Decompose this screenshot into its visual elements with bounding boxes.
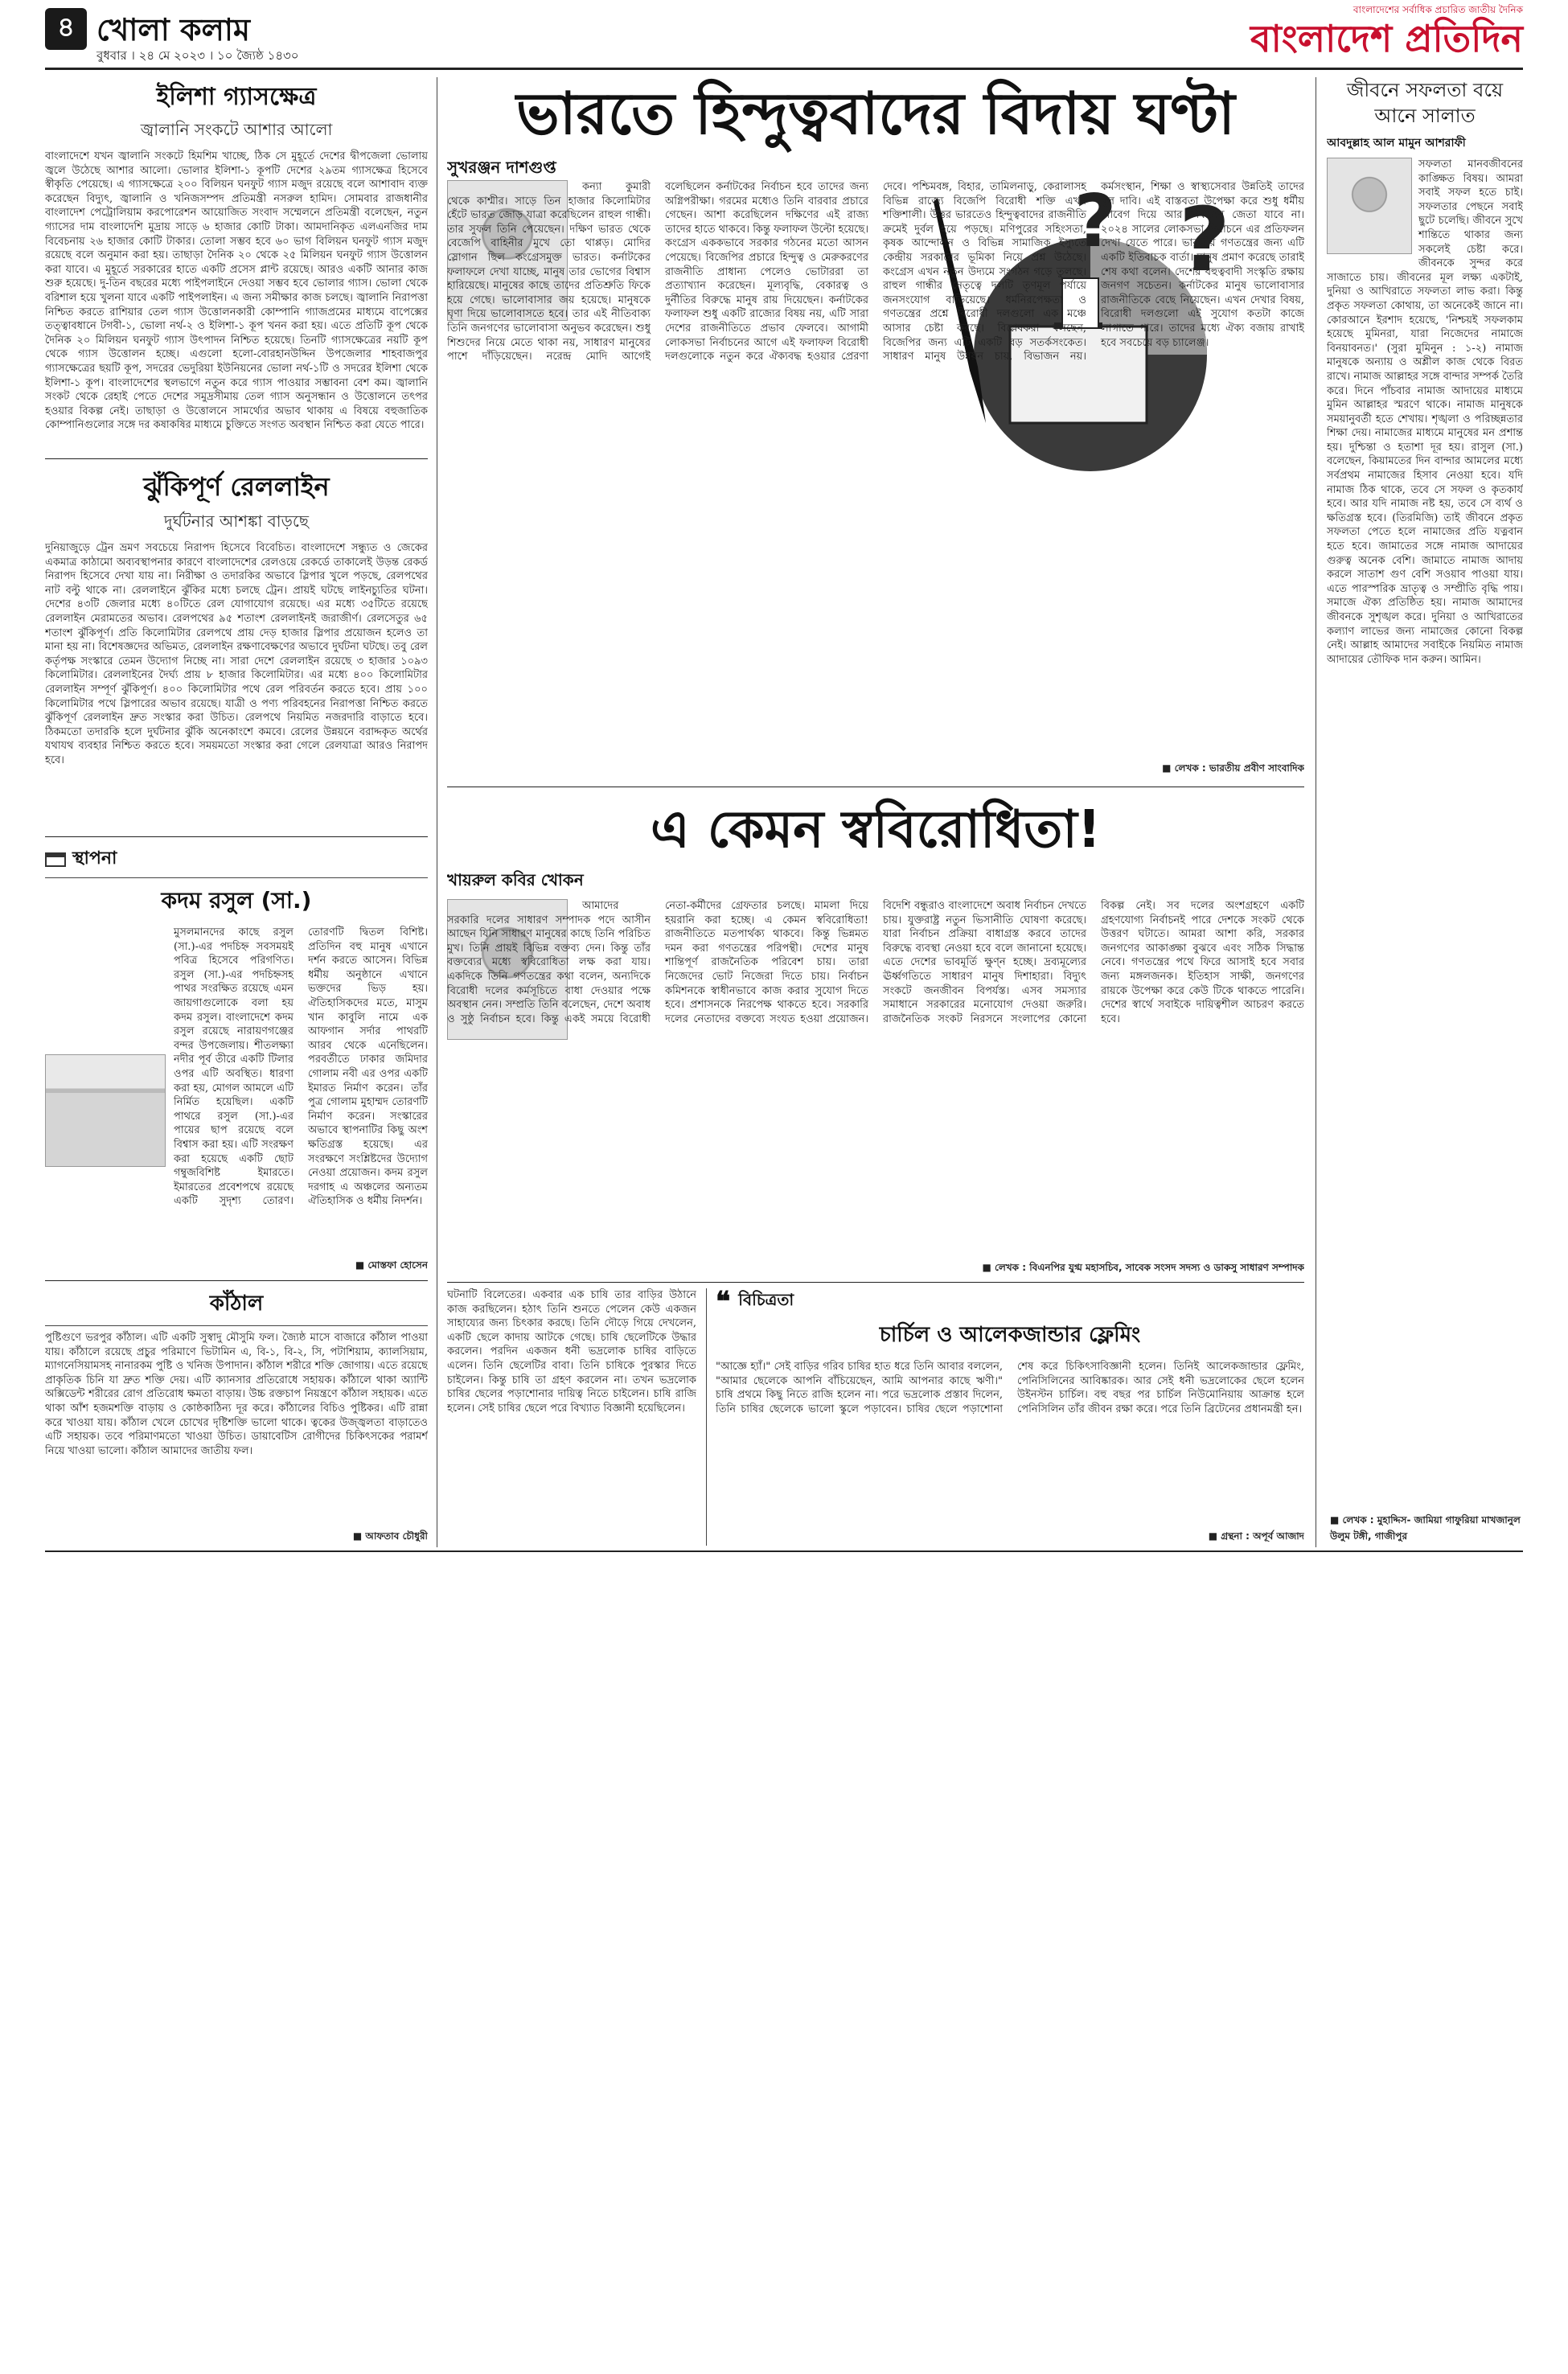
bichitrota-title: চার্চিল ও আলেকজান্ডার ফ্লেমিং — [879, 1323, 1141, 1347]
building-icon — [45, 852, 66, 867]
masthead-tagline: বাংলাদেশের সর্বাধিক প্রচারিত জাতীয় দৈনিক — [1353, 4, 1523, 15]
kadam-rasul-photo — [45, 1054, 166, 1167]
bichitrota-credit: ■ গ্রন্থনা : অপূর্ব আজাদ — [1204, 1530, 1304, 1546]
column-rule — [706, 1288, 707, 1546]
section-title: খোলা কলাম — [96, 12, 250, 47]
footer-divider — [45, 1550, 1523, 1552]
religious-author: আবদুল্লাহ আল মামুন আশরাফী — [1327, 137, 1466, 150]
editorial-gas-title: ইলিশা গ্যাসক্ষেত্র — [156, 83, 317, 111]
section-label-sthapona — [45, 844, 428, 878]
bichitrota-label-row — [716, 1288, 1304, 1318]
quote-icon: ❝ — [716, 1288, 731, 1318]
author-photo — [1327, 158, 1412, 254]
page-header — [0, 0, 1568, 66]
editorial-railway-body: দুনিয়াজুড়ে ট্রেন ভ্রমণ সবচেয়ে নিরাপদ হিসেবে বিবেচিত। বাংলাদেশে সন্ধ্যুত ও জেকের একমাত্র কাঠামো অব্যবস্থাপনার কারণে বাংলাদেশের রেলওয়ে রেকর্ডে তাকালেই উড়ন্ত রেকর্ড নিরাপদ হিসেবে দেখা যায় না। নিরীক্ষা ও তদারকির অভাবে স্লিপার খুলে পড়ছে, রেলপথের নাট বল্টু থাকে না। রেললাইনে ঝুঁকির মধ্যে চলছে ট্রেন। প্রায়ই ঘটছে লাইনচ্যুতির ঘটনা। দেশের ৪৩টি জেলার মধ্যে ৪০টিতে রেল যোগাযোগ রয়েছে। এর মধ্যে ৩৫টিতে রয়েছে রেললাইন মেরামতের অভাব। রেলপথের ৯৫ শতাংশ রেললাইনই জরাজীর্ণ। রেলসেতুর ৬৫ শতাংশ ঝুঁকিপূর্ণ। প্রতি কিলোমিটার রেলপথে প্রায় দেড় হাজার স্লিপার প্রয়োজন হলেও তা মানা হয় না। বিশেষজ্ঞদের অভিমত, রেললাইন রক্ষণাবেক্ষণের অভাবে দুর্ঘটনা ঘটছে। তবু রেল কর্তৃপক্ষ সংস্কারে তেমন উদ্যোগ নিচ্ছে না। সারা দেশে রেললাইন রয়েছে ৩ হাজার ১০৯৩ কিলোমিটার। রেললাইনের দৈর্ঘ্য প্রায় ৮ হাজার কিলোমিটার। এর মধ্যে ৪০০ কিলোমিটার রেললাইন সম্পূর্ণ ঝুঁকিপূর্ণ। ৪০০ কিলোমিটার পথে রেল পরিবর্তন করতে হবে। প্রায় ১০০ কিলোমিটার পথে স্লিপারের অভাব রয়েছে। যাত্রী ও পণ্য পরিবহনের নিরাপত্তা নিশ্চিত করতে ঝুঁকিপূর্ণ রেললাইন দ্রুত সংস্কার করা উচিত। রেলপথে নিয়মিত নজরদারি বাড়াতে হবে। ঠিকমতো তদারকি হলে দুর্ঘটনার ঝুঁকি অনেকাংশে কমবে। রেলের উন্নয়নে বরাদ্দকৃত অর্থের যথাযথ ব্যবহার নিশ্চিত করতে হবে। সময়মতো সংস্কার করা গেলে রেলযাত্রা আরও নিরাপদ হবে। — [45, 542, 428, 766]
bichitrota-feature — [716, 1288, 1304, 1546]
bichitrota-body: "আজ্ঞে হ্যাঁ।" সেই বাড়ির গরিব চাষির হাত ধরে তিনি আবার বললেন, "আমার ছেলেকে আপনি বাঁচিয়েছেন, আমি আপনার কাছে ঋণী।" চাষি প্রথমে কিছু নিতে রাজি হলেন না। পরে ভদ্রলোক প্রস্তাব দিলেন, তিনি চাষির ছেলেকে ভালো স্কুলে পড়াবেন। চাষির ছেলে পড়াশোনা শেষ করে চিকিৎসাবিজ্ঞানী হলেন। তিনিই আলেকজান্ডার ফ্লেমিং, পেনিসিলিনের আবিষ্কারক। আর সেই ধনী ভদ্রলোকের ছেলে হলেন উইনস্টন চার্চিল। বহু বছর পর চার্চিল নিউমোনিয়ায় আক্রান্ত হলে পেনিসিলিন তাঁর জীবন রক্ষা করে। পরে তিনি ব্রিটেনের প্রধানমন্ত্রী হন। — [716, 1361, 1304, 1415]
second-article-title: এ কেমন স্ববিরোধিতা! — [650, 800, 1102, 860]
feature-jackfruit — [45, 1287, 428, 1546]
lead-article — [447, 77, 1304, 781]
second-article-body: আমাদের সরকারি দলের সাধারণ সম্পাদক পদে আসীন আছেন যিনি সাধারণ মানুষের কাছে তিনি পরিচিত মুখ। তিনি প্রায়ই বিভিন্ন বক্তব্য দেন। কিন্তু তাঁর বক্তব্যের মধ্যে স্ববিরোধিতা লক্ষ করা যায়। একদিকে তিনি গণতন্ত্রের কথা বলেন, অন্যদিকে বিরোধী দলের কর্মসূচিতে বাধা দেওয়ার পক্ষে অবস্থান নেন। সম্প্রতি তিনি বলেছেন, দেশে অবাধ ও সুষ্ঠু নির্বাচন হবে। কিন্তু একই সময়ে বিরোধী নেতা-কর্মীদের গ্রেফতার চলছে। মামলা দিয়ে হয়রানি করা হচ্ছে। এ কেমন স্ববিরোধিতা! রাজনীতিতে মতপার্থক্য থাকবে। কিন্তু ভিন্নমত দমন করা গণতন্ত্রের পরিপন্থী। দেশের মানুষ শান্তিপূর্ণ রাজনৈতিক পরিবেশ চায়। তারা নিজেদের ভোট নিজেরা দিতে চায়। নির্বাচন কমিশনকে স্বাধীনভাবে কাজ করার সুযোগ দিতে হবে। প্রশাসনকে নিরপেক্ষ থাকতে হবে। সরকারি দলের নেতাদের বক্তব্যে সংযত হওয়া প্রয়োজন। বিদেশি বন্ধুরাও বাংলাদেশে অবাধ নির্বাচন দেখতে চায়। যুক্তরাষ্ট্র নতুন ভিসানীতি ঘোষণা করেছে। যারা নির্বাচন প্রক্রিয়া বাধাগ্রস্ত করবে তাদের বিরুদ্ধে ব্যবস্থা নেওয়া হবে বলে জানানো হয়েছে। এতে দেশের ভাবমূর্তি ক্ষুণ্ন হচ্ছে। দ্রব্যমূল্যের ঊর্ধ্বগতিতে সাধারণ মানুষ দিশাহারা। বিদ্যুৎ সংকটে জনজীবন বিপর্যস্ত। এসব সমস্যার সমাধানে সরকারের মনোযোগ দেওয়া জরুরি। রাজনৈতিক সংকট নিরসনে সংলাপের কোনো বিকল্প নেই। সব দলের অংশগ্রহণে একটি গ্রহণযোগ্য নির্বাচনই পারে দেশকে সংকট থেকে উত্তরণ ঘটাতে। আমরা আশা করি, সরকার জনগণের আকাঙ্ক্ষা বুঝবে এবং সঠিক সিদ্ধান্ত নেবে। গণতন্ত্রের পথে ফিরে আসাই হবে সবার জন্য মঙ্গলজনক। ইতিহাস সাক্ষী, জনগণের রায়কে উপেক্ষা করে কেউ টিকে থাকতে পারেনি। দেশের স্বার্থে সবাইকে দায়িত্বশীল আচরণ করতে হবে। — [447, 900, 1304, 1025]
kadam-rasul-title: কদম রসুল (সা.) — [161, 887, 312, 914]
page-number-badge — [45, 8, 87, 50]
editorial-gas-field — [45, 77, 428, 455]
second-article-credit: ■ লেখক : বিএনপির যুগ্ম মহাসচিব, সাবেক সংসদ সদস্য ও ডাকসু সাধারণ সম্পাদক — [977, 1261, 1304, 1277]
jackfruit-body: পুষ্টিগুণে ভরপুর কাঁঠাল। এটি একটি সুস্বাদু মৌসুমি ফল। জ্যৈষ্ঠ মাসে বাজারে কাঁঠাল পাওয়া যায়। কাঁঠালে রয়েছে প্রচুর পরিমাণে ভিটামিন এ, বি-১, বি-২, সি, পটাশিয়াম, ক্যালসিয়াম, ম্যাগনেসিয়ামসহ নানারকম পুষ্টি ও খনিজ উপাদান। কাঁঠাল শরীরে শক্তি জোগায়। এতে রয়েছে প্রাকৃতিক চিনি যা দ্রুত শক্তি দেয়। এটি ক্যানসার প্রতিরোধে সহায়ক। কাঁঠালে থাকা অ্যান্টি অক্সিডেন্ট শরীরের রোগ প্রতিরোধ ক্ষমতা বাড়ায়। উচ্চ রক্তচাপ নিয়ন্ত্রণে কাঁঠাল সহায়ক। এতে থাকা আঁশ হজমশক্তি বাড়ায় ও কোষ্ঠকাঠিন্য দূর করে। কাঁঠালের বিচিও পুষ্টিকর। এটি রান্না করে খাওয়া যায়। কাঁঠাল খেলে চোখের দৃষ্টিশক্তি ভালো থাকে। ত্বকের উজ্জ্বলতা বাড়াতেও এটি সহায়ক। তবে পরিমাণমতো খাওয়া উচিত। ডায়াবেটিস রোগীদের চিকিৎসকের পরামর্শ নিয়ে খাওয়া ভালো। কাঁঠাল আমাদের জাতীয় ফল। — [45, 1332, 428, 1457]
second-article — [447, 796, 1304, 1277]
story-continued-body: ঘটনাটি বিলেতের। একবার এক চাষি তার বাড়ির উঠানে কাজ করছিলেন। হঠাৎ তিনি শুনতে পেলেন কেউ একজন সাহায্যের জন্য চিৎকার করছে। তিনি দৌড়ে গিয়ে দেখলেন, একটি ছেলে কাদায় আটকে গেছে। চাষি ছেলেটিকে উদ্ধার করলেন। পরদিন একজন ধনী ভদ্রলোক চাষির বাড়িতে এলেন। তিনি ছেলেটির বাবা। তিনি চাষিকে পুরস্কার দিতে চাইলেন। কিন্তু চাষি তা গ্রহণ করলেন না। তখন ভদ্রলোক চাষির ছেলের পড়াশোনার দায়িত্ব নিতে চাইলেন। চাষি রাজি হলেন। সেই চাষির ছেলে পরে বিখ্যাত বিজ্ঞানী হয়েছিলেন। — [447, 1289, 696, 1415]
divider — [45, 458, 428, 459]
section-label: স্থাপনা — [72, 848, 117, 869]
kadam-rasul-credit: ■ মোস্তফা হোসেন — [355, 1259, 428, 1271]
divider — [45, 836, 428, 837]
story-continued — [447, 1288, 696, 1546]
divider — [447, 1282, 1304, 1283]
religious-column — [1327, 77, 1523, 1546]
second-article-author: খায়রুল কবির খোকন — [447, 870, 584, 889]
lead-article-author: সুখরঞ্জন দাশগুপ্ত — [447, 158, 556, 177]
lead-article-credit: ■ লেখক : ভারতীয় প্রবীণ সাংবাদিক — [1157, 762, 1304, 778]
lead-article-body: কন্যা কুমারী থেকে কাশ্মীর। সাড়ে তিন হাজার কিলোমিটার হেঁটে ভারত জোড় যাত্রা করেছিলেন রাহুল গান্ধী। তার সুফল তিনি পেয়েছেন। দক্ষিণ ভারত থেকে বেজেপি বাহিনীর মুখে তো থাপ্পড়। মোদির স্লোগান ছিল কংগ্রেসমুক্ত ভারত। কর্নাটকের ফলাফলে দেখা যাচ্ছে, মানুষ তার ভোগের বিশ্বাস হারিয়েছে। মানুষের কাছে তাদের প্রতিশ্রুতি ফিকে হয়ে গেছে। ভালোবাসার জয় হয়েছে। মানুষকে ঘৃণা দিয়ে ভালোবাসতে হবে। তার এই নীতিবাক্য তিনি জনগণের ভালোবাসা অনুভব করেছেন। শুধু শিশুদের নিয়ে মেতে থাকা নয়, সাধারণ মানুষের পাশে দাঁড়িয়েছেন। নরেন্দ্র মোদি আগেই বলেছিলেন কর্নাটকের নির্বাচন হবে তাদের জন্য অগ্নিপরীক্ষা। গরমের মধ্যেও তিনি বারবার প্রচারে গেছেন। আশা করেছিলেন দক্ষিণের এই রাজ্য তাদের হাতে থাকবে। কিন্তু ফলাফল উল্টো হয়েছে। কংগ্রেস এককভাবে সরকার গঠনের মতো আসন পেয়েছে। বিজেপির প্রচারে হিন্দুত্ব ও মেরুকরণের রাজনীতি প্রাধান্য পেলেও ভোটাররা তা প্রত্যাখ্যান করেছেন। মূল্যবৃদ্ধি, বেকারত্ব ও দুর্নীতির বিরুদ্ধে মানুষ রায় দিয়েছেন। কর্নাটকের ফলাফল শুধু একটি রাজ্যের বিষয় নয়, এটি সারা দেশের রাজনীতিতে প্রভাব ফেলবে। আগামী লোকসভা নির্বাচনের আগে এই ফলাফল বিরোধী দলগুলোকে নতুন করে ঐক্যবদ্ধ হওয়ার প্রেরণা দেবে। পশ্চিমবঙ্গ, বিহার, তামিলনাড়ু, কেরালাসহ বিভিন্ন রাজ্যে বিজেপি বিরোধী শক্তি এখন শক্তিশালী। উত্তর ভারতেও হিন্দুত্ববাদের রাজনীতি ক্রমেই দুর্বল হয়ে পড়ছে। মণিপুরের সহিংসতা, কৃষক আন্দোলন ও বিভিন্ন সামাজিক ইস্যুতে কেন্দ্রীয় সরকারের ভূমিকা নিয়ে প্রশ্ন উঠেছে। কংগ্রেস এখন নতুন উদ্যমে সংগঠন গড়ে তুলছে। রাহুল গান্ধীর নেতৃত্বে দলটি তৃণমূল পর্যায়ে জনসংযোগ বাড়িয়েছে। ধর্মনিরপেক্ষতা ও গণতন্ত্রের প্রশ্নে বিরোধী দলগুলো এক মঞ্চে আসার চেষ্টা করছে। বিশ্লেষকরা বলছেন, বিজেপির জন্য এটি একটি বড় সতর্কসংকেত। সাধারণ মানুষ উন্নয়ন চায়, বিভাজন নয়। কর্মসংস্থান, শিক্ষা ও স্বাস্থ্যসেবার উন্নতিই তাদের মূল দাবি। এই বাস্তবতা উপেক্ষা করে শুধু ধর্মীয় আবেগ দিয়ে আর নির্বাচনে জেতা যাবে না। ২০২৪ সালের লোকসভা নির্বাচনে এর প্রতিফলন দেখা যেতে পারে। ভারতীয় গণতন্ত্রের জন্য এটি একটি ইতিবাচক বার্তা। মানুষ প্রমাণ করেছে তারাই শেষ কথা বলেন। দেশের বহুত্ববাদী সংস্কৃতি রক্ষায় জনগণ সচেতন। কর্নাটকের মানুষ ভালোবাসার রাজনীতিকে বেছে নিয়েছেন। এখন দেখার বিষয়, বিরোধী দলগুলো এই সুযোগ কতটা কাজে লাগাতে পারে। তাদের মধ্যে ঐক্য বজায় রাখাই হবে সবচেয়ে বড় চ্যালেঞ্জ। — [447, 181, 1304, 363]
editorial-gas-subtitle: জ্বালানি সংকটে আশার আলো — [140, 120, 333, 139]
bichitrota-label: বিচিত্রতা — [738, 1290, 794, 1309]
date-line: বুধবার । ২৪ মে ২০২৩ । ১০ জ্যৈষ্ঠ ১৪৩০ — [96, 48, 299, 63]
editorial-railway-subtitle: দুর্ঘটনার আশঙ্কা বাড়ছে — [163, 511, 310, 531]
svg-text:?: ? — [1179, 188, 1230, 291]
jackfruit-title: কাঁঠাল — [45, 1287, 428, 1326]
lead-article-title: ভারতে হিন্দুত্ববাদের বিদায় ঘণ্টা — [516, 80, 1235, 147]
jackfruit-credit: ■ আফতাব চৌধুরী — [348, 1530, 428, 1546]
feature-kadam-rasul — [45, 844, 428, 1275]
svg-text:?: ? — [1074, 182, 1117, 264]
editorial-railway — [45, 466, 428, 832]
divider — [45, 1280, 428, 1281]
religious-credit: ■ লেখক : মুহাদ্দিস- জামিয়া গাফুরিয়া মাখজানুল উলুম টঙ্গী, গাজীপুর — [1327, 1514, 1523, 1546]
masthead-logo: বাংলাদেশ প্রতিদিন — [1250, 17, 1523, 60]
editorial-railway-title: ঝুঁকিপূর্ণ রেললাইন — [143, 471, 330, 502]
kadam-rasul-body: মুসলমানদের কাছে রসুল (সা.)-এর পদচিহ্ন সবসময়ই পবিত্র হিসেবে পরিগণিত। রসুল (সা.)-এর পদচিহ্নসহ পাথর সংরক্ষিত রয়েছে এমন জায়গাগুলোকে বলা হয় কদম রসুল। বাংলাদেশে কদম রসুল রয়েছে নারায়ণগঞ্জের বন্দর উপজেলায়। শীতলক্ষ্যা নদীর পূর্ব তীরে একটি টিলার ওপর এটি অবস্থিত। ধারণা করা হয়, মোগল আমলে এটি নির্মিত হয়েছিল। একটি পাথরে রসুল (সা.)-এর পায়ের ছাপ রয়েছে বলে বিশ্বাস করা হয়। এটি সংরক্ষণ করা হয়েছে একটি ছোট গম্বুজবিশিষ্ট ইমারতে। ইমারতের প্রবেশপথে রয়েছে একটি সুদৃশ্য তোরণ। তোরণটি দ্বিতল বিশিষ্ট। প্রতিদিন বহু মানুষ এখানে দর্শন করতে আসেন। বিভিন্ন ধর্মীয় অনুষ্ঠানে এখানে ভক্তদের ভিড় হয়। ঐতিহাসিকদের মতে, মাসুম খান কাবুলি নামে এক আফগান সর্দার পাথরটি আরব থেকে এনেছিলেন। পরবর্তীতে ঢাকার জমিদার গোলাম নবী এর ওপর একটি ইমারত নির্মাণ করেন। তাঁর পুত্র গোলাম মুহাম্মদ তোরণটি নির্মাণ করেন। সংস্কারের অভাবে স্থাপনাটির কিছু অংশ ক্ষতিগ্রস্ত হয়েছে। এর সংরক্ষণে সংশ্লিষ্টদের উদ্যোগ নেওয়া প্রয়োজন। কদম রসুল দরগাহ এ অঞ্চলের অন্যতম ঐতিহাসিক ও ধর্মীয় নিদর্শন। — [174, 926, 428, 1208]
religious-title: জীবনে সফলতা বয়ে আনে সালাত — [1346, 79, 1504, 127]
header-divider — [45, 68, 1523, 70]
editorial-gas-body: বাংলাদেশে যখন জ্বালানি সংকটে হিমশিম খাচ্ছে, ঠিক সে মুহূর্তে দেশের দ্বীপজেলা ভোলায় জ্বলে উঠেছে আশার আলো। ভোলার ইলিশা-১ কূপটি দেশের ২৯তম গ্যাসক্ষেত্র হিসেবে স্বীকৃতি পেয়েছে। এ গ্যাসক্ষেত্রে ২০০ বিলিয়ন ঘনফুট গ্যাস মজুদ রয়েছে বলে আশাবাদ ব্যক্ত করেছেন বিদ্যুৎ, জ্বালানি ও খনিজসম্পদ প্রতিমন্ত্রী নসরুল হামিদ। সোমবার রাজধানীর বাংলাদেশ পেট্রোলিয়াম করপোরেশন আয়োজিত সংবাদ সম্মেলনে প্রতিমন্ত্রী বলেছেন, নতুন গ্যাসের দাম বাংলাদেশি মুদ্রায় সাড়ে ৬ হাজার কোটি টাকা। আমদানিকৃত এলএনজির দাম বিবেচনায় ২৬ হাজার কোটি টাকার। তোলা সম্ভব হবে ৬০ ভাগ বিলিয়ন ঘনফুট গ্যাস মজুদ রয়েছে বলে অনুমান করা হয়। তাছাড়া দৈনিক ২০ থেকে ২৫ মিলিয়ন ঘনফুট গ্যাস উত্তোলন করা যাবে। এ মুহূর্তে সরকারের হাতে একটি প্রসেস প্লান্ট রয়েছে। আরও একটি আনার কাজ শুরু হয়েছে। দু-তিন বছরের মধ্যে পাইপলাইনে দেওয়া সম্ভব হবে ভোলার গ্যাস। ভোলা থেকে বরিশাল হয়ে খুলনা যাবে একটি পাইপলাইন। এ জন্য সমীক্ষার কাজ চলছে। জ্বালানি নিরাপত্তা নিশ্চিত করতে রাশিয়ার তেল গ্যাস উত্তোলনকারী কোম্পানি গ্যাজপ্রমের মাধ্যমে বাপেক্সের তত্ত্বাবধানে টগবী-১, ভোলা নর্থ-২ ও ইলিশা-১ কূপ খনন করা হয়। এতে প্রতিটি কূপ থেকে দৈনিক ২০ মিলিয়ন ঘনফুট গ্যাস উৎপাদন নিশ্চিত হয়েছে। তিনটি গ্যাসক্ষেত্রের নয়টি কূপ থেকে গ্যাস উত্তোলন হচ্ছে। এগুলো হলো-বোরহানউদ্দিন উপজেলার শাহবাজপুর গ্যাসক্ষেত্রের ছয়টি কূপ, সদরের ভেদুরিয়া ইউনিয়নের ভোলা নর্থ-১টি ও সদরের ইলিশা থেকে ইলিশা-১ কূপ। বাংলাদেশের স্থলভাগে নতুন করে গ্যাস পাওয়ার সম্ভাবনা বেশ কম। জ্বালানি সংকট থেকে রেহাই পেতে দেশের সমুদ্রসীমায় তেল গ্যাস অনুসন্ধান ও উত্তোলনে তৎপর হওয়ার বিকল্প নেই। তাছাড়া ও উত্তোলনে সামর্থ্যের অভাব থাকায় এ বিষয়ে বহুজাতিক কোম্পানিগুলোর সঙ্গে দর কষাকষির মাধ্যমে চুক্তিতে সংগত অবস্থান নিশ্চিত করা যেতে পারে। — [45, 150, 428, 432]
religious-body: সফলতা মানবজীবনের কাঙ্ক্ষিত বিষয়। আমরা সবাই সফল হতে চাই। সফলতার পেছনে সবাই ছুটে চলেছি। জীবনে সুখে শান্তিতে থাকার জন্য সকলেই চেষ্টা করে। জীবনকে সুন্দর করে সাজাতে চায়। জীবনের মূল লক্ষ্য একটাই, দুনিয়া ও আখিরাতে সফলতা লাভ করা। কিন্তু প্রকৃত সফলতা কোথায়, তা অনেকেই জানে না। কোরআনে ইরশাদ হয়েছে, 'নিশ্চয়ই সফলকাম হয়েছে মুমিনরা, যারা নিজেদের নামাজে বিনয়াবনত।' (সুরা মুমিনুন : ১-২) নামাজ মানুষকে অন্যায় ও অশ্লীল কাজ থেকে বিরত রাখে। নামাজ আল্লাহর সঙ্গে বান্দার সম্পর্ক তৈরি করে। দিনে পাঁচবার নামাজ আদায়ের মাধ্যমে মুমিন আল্লাহর স্মরণে থাকে। নামাজ মানুষকে সময়ানুবর্তী হতে শেখায়। শৃঙ্খলা ও পরিচ্ছন্নতার শিক্ষা দেয়। নামাজের মাধ্যমে মানুষের মন প্রশান্ত হয়। দুশ্চিন্তা ও হতাশা দূর হয়। রাসুল (সা.) বলেছেন, কিয়ামতের দিন বান্দার আমলের মধ্যে সর্বপ্রথম নামাজের হিসাব নেওয়া হবে। যদি নামাজ ঠিক থাকে, তবে সে সফল ও কৃতকার্য হবে। আর যদি নামাজ নষ্ট হয়, তবে সে ব্যর্থ ও ক্ষতিগ্রস্ত হবে। (তিরমিজি) তাই জীবনে প্রকৃত সফলতা পেতে হলে নামাজের প্রতি যত্নবান হতে হবে। জামাতের সঙ্গে নামাজ আদায়ের গুরুত্ব অনেক বেশি। জামাতে নামাজ আদায় করলে সাতাশ গুণ বেশি সওয়াব পাওয়া যায়। এতে পারস্পরিক ভ্রাতৃত্ব ও সম্প্রীতি বৃদ্ধি পায়। সমাজে ঐক্য প্রতিষ্ঠিত হয়। নামাজ আমাদের জীবনকে সুশৃঙ্খল করে। দুনিয়া ও আখিরাতের কল্যাণ লাভের জন্য নামাজের কোনো বিকল্প নেই। আল্লাহ আমাদের সবাইকে নিয়মিত নামাজ আদায়ের তৌফিক দান করুন। আমিন। — [1327, 158, 1523, 666]
page-number: ৪ — [56, 10, 76, 43]
